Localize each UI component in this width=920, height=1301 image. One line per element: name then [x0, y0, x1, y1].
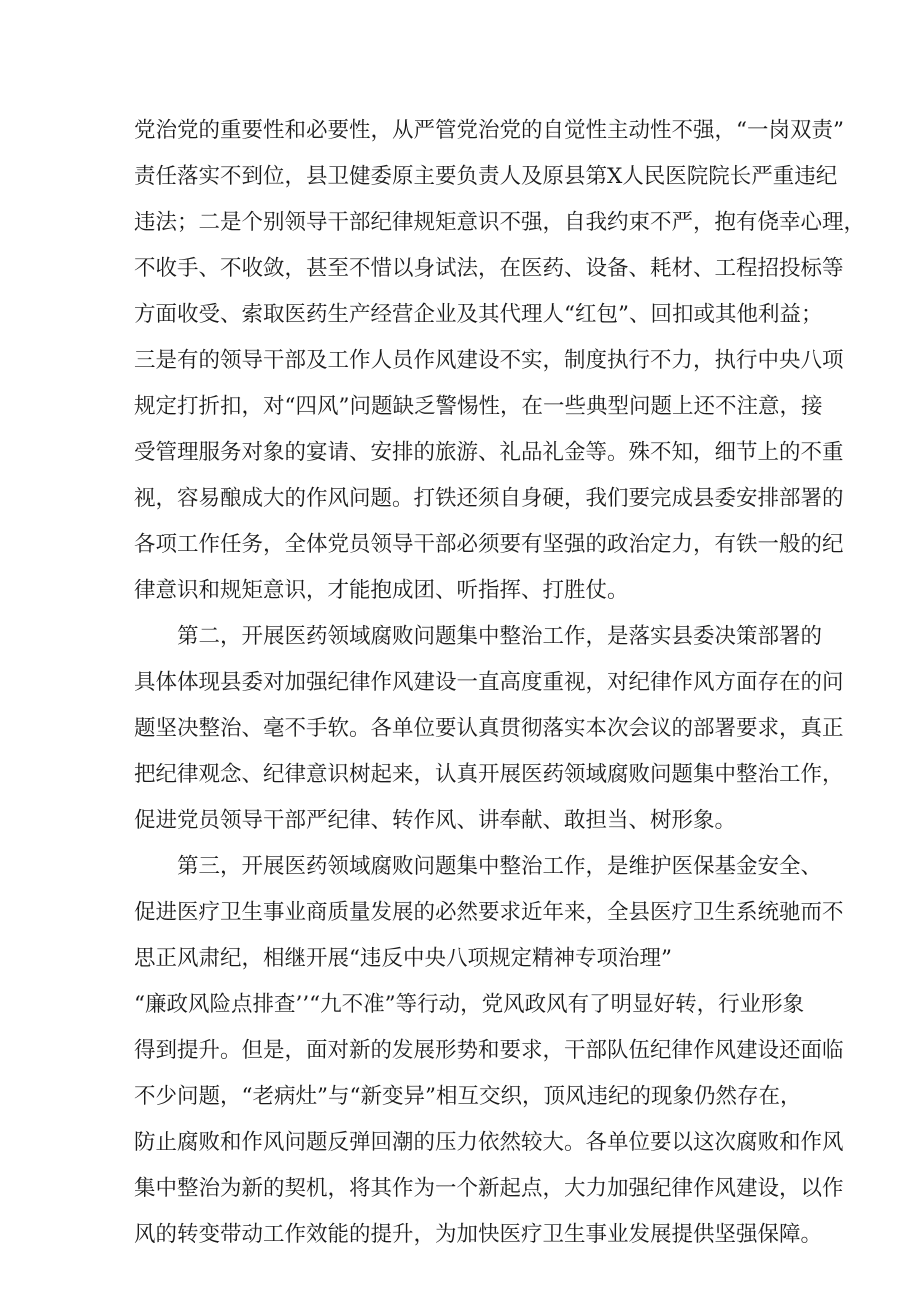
- text-line: 防止腐败和作风问题反弹回潮的压力依然较大。各单位要以这次腐败和作风: [134, 1130, 844, 1155]
- text-line: 得到提升。但是，面对新的发展形势和要求，干部队伍纪律作风建设还面临: [134, 1038, 844, 1063]
- text-line: 各项工作任务，全体党员领导干部必须要有坚强的政治定力，有铁一般的纪: [134, 532, 844, 557]
- text-line: 题坚决整治、毫不手软。各单位要认真贯彻落实本次会议的部署要求，真正: [134, 716, 844, 741]
- text-line: 方面收受、索取医药生产经营企业及其代理人“红包”、回扣或其他利益；: [134, 302, 823, 327]
- paragraph-first-line: 第三，开展医药领域腐败问题集中整治工作，是维护医保基金安全、: [177, 854, 823, 879]
- text-line: 规定打折扣，对“四风”问题缺乏警惕性，在一些典型问题上还不注意，接: [134, 394, 823, 419]
- text-line: 律意识和规矩意识，才能抱成团、听指挥、打胜仗。: [134, 578, 629, 603]
- text-line: 集中整治为新的契机，将其作为一个新起点，大力加强纪律作风建设，以作: [134, 1176, 844, 1201]
- text-line: 责任落实不到位，县卫健委原主要负责人及原县第X人民医院院长严重违纪: [134, 164, 838, 189]
- text-line: 三是有的领导干部及工作人员作风建设不实，制度执行不力，执行中央八项: [134, 348, 844, 373]
- document-body: [134, 108, 866, 1258]
- text-line: 具体体现县委对加强纪律作风建设一直高度重视，对纪律作风方面存在的问: [134, 670, 844, 695]
- text-line: 党治党的重要性和必要性，从严管党治党的自觉性主动性不强，“一岗双责”: [134, 118, 844, 143]
- text-line: 促进党员领导干部严纪律、转作风、讲奉献、敢担当、树形象。: [134, 808, 737, 833]
- text-line: 视，容易酿成大的作风问题。打铁还须自身硬，我们要完成县委安排部署的: [134, 486, 844, 511]
- text-line: 思正风肃纪，相继开展“违反中央八项规定精神专项治理”: [134, 946, 672, 971]
- text-line: 风的转变带动工作效能的提升，为加快医疗卫生事业发展提供坚强保障。: [134, 1222, 823, 1247]
- text-line: “廉政风险点排查’’“九不准”等行动，党风政风有了明显好转，行业形象: [134, 992, 805, 1017]
- text-line: 违法；二是个别领导干部纪律规矩意识不强，自我约束不严，抱有侥幸心理，: [134, 210, 866, 235]
- text-line: 不收手、不收敛，甚至不惜以身试法，在医药、设备、耗材、工程招投标等: [134, 256, 844, 281]
- text-line: 不少问题，“老病灶”与“新变异”相互交织，顶风违纪的现象仍然存在，: [134, 1084, 802, 1109]
- text-line: 促进医疗卫生事业商质量发展的必然要求近年来，全县医疗卫生系统驰而不: [134, 900, 844, 925]
- text-line: 受管理服务对象的宴请、安排的旅游、礼品礼金等。殊不知，细节上的不重: [134, 440, 844, 465]
- paragraph-first-line: 第二，开展医药领域腐败问题集中整治工作，是落实县委决策部署的: [177, 624, 823, 649]
- text-line: 把纪律观念、纪律意识树起来，认真开展医药领域腐败问题集中整治工作，: [134, 762, 844, 787]
